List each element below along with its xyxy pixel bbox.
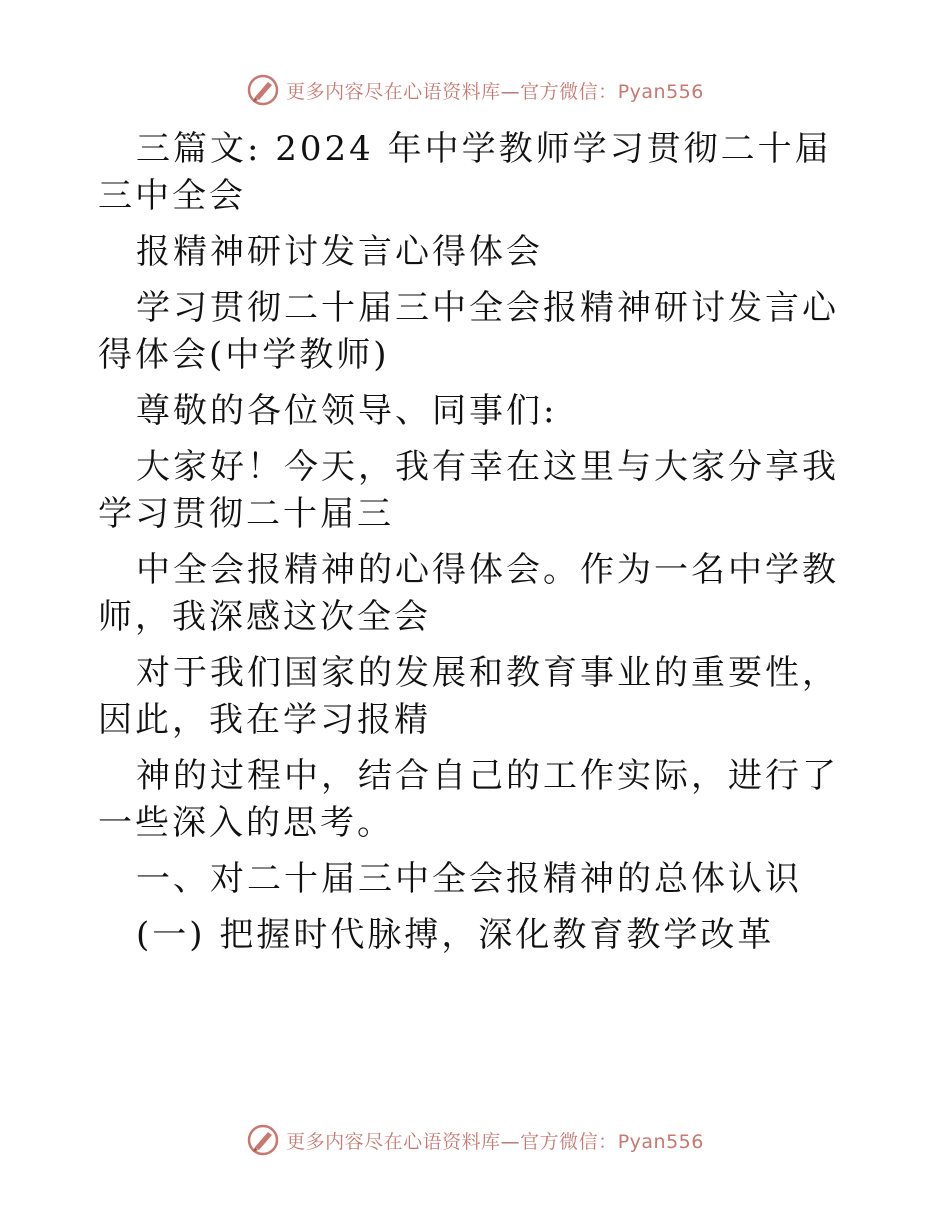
paragraph: 学习贯彻二十届三中全会报精神研讨发言心得体会(中学教师) — [98, 288, 839, 375]
subsection-heading: (一) 把握时代脉搏，深化教育教学改革 — [136, 915, 775, 955]
watermark-text: 更多内容尽在心语资料库—官方微信：Pyan556 — [286, 80, 704, 103]
pen-logo-icon — [246, 73, 280, 107]
watermark-text: 更多内容尽在心语资料库—官方微信：Pyan556 — [286, 1130, 704, 1153]
salutation: 尊敬的各位领导、同事们: — [136, 391, 558, 431]
paragraph: 大家好！今天，我有幸在这里与大家分享我学习贯彻二十届三 — [98, 447, 839, 534]
watermark-footer — [0, 1120, 950, 1160]
paragraph: 对于我们国家的发展和教育事业的重要性，因此，我在学习报精 — [98, 653, 839, 740]
watermark-header — [0, 70, 950, 110]
paragraph: 中全会报精神的心得体会。作为一名中学教师，我深感这次全会 — [98, 550, 839, 637]
document-title: 三篇文: 2024 年中学教师学习贯彻二十届三中全会 — [98, 129, 832, 216]
document-body — [98, 126, 858, 968]
paragraph: 神的过程中，结合自己的工作实际，进行了一些深入的思考。 — [98, 756, 839, 843]
section-heading: 一、对二十届三中全会报精神的总体认识 — [136, 859, 802, 899]
pen-logo-icon — [246, 1123, 280, 1157]
document-subtitle: 报精神研讨发言心得体会 — [136, 232, 543, 272]
